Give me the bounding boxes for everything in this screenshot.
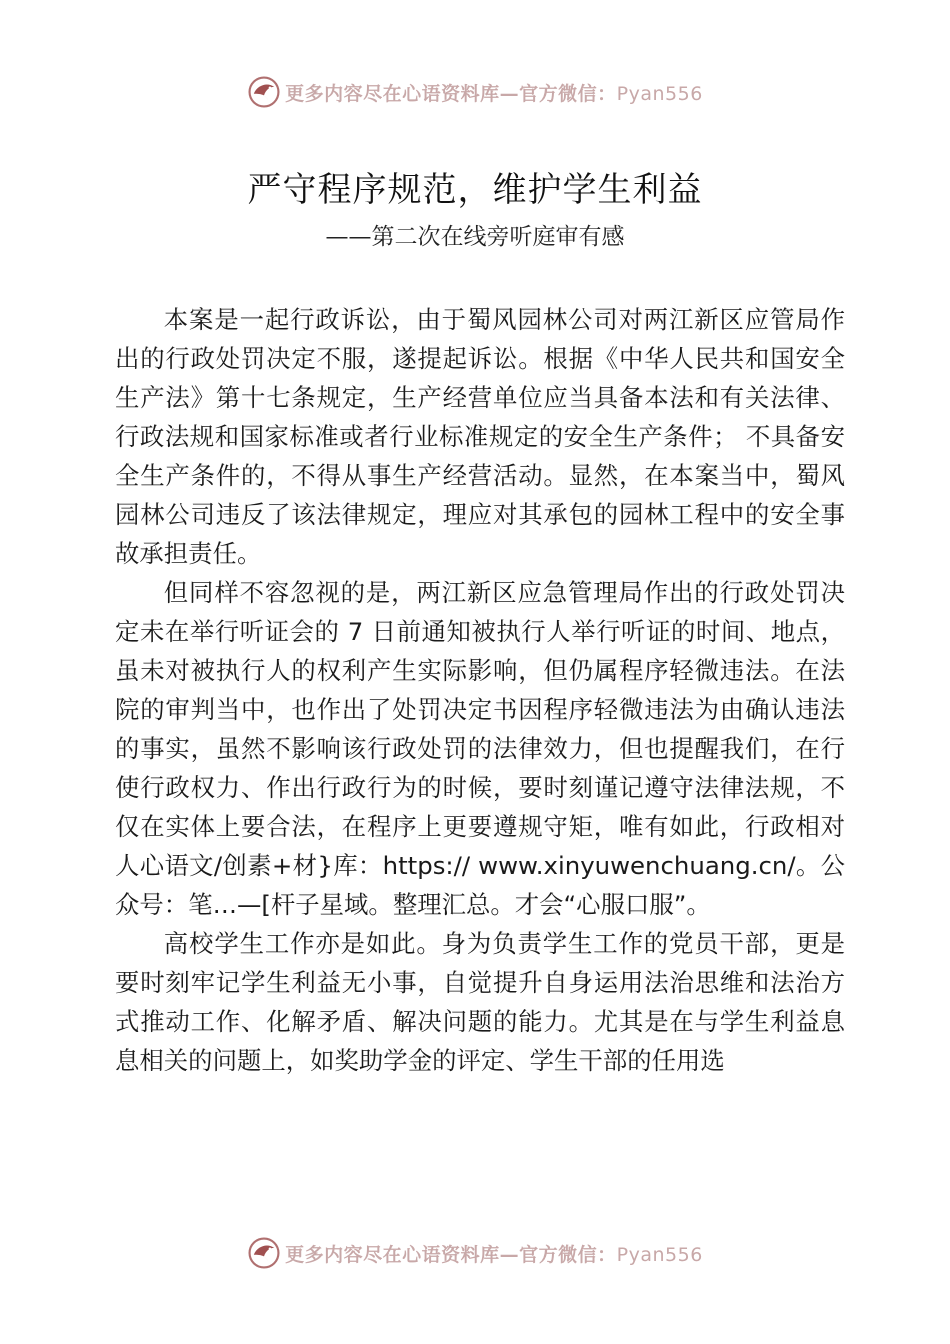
watermark-banner-bottom (0, 1233, 950, 1273)
watermark-text (285, 1240, 703, 1267)
paragraph-2: 但同样不容忽视的是，两江新区应急管理局作出的行政处罚决定未在举行听证会的 7 日前通知被执行人举行听证的时间、地点，虽未对被执行人的权利产生实际影响，但仍属程序轻微违法。在法院的审判当中，也作出了处罚决定书因程序轻微违法为由确认违法的事实，虽然不影响该行政处罚的法律效力，但也提醒我们，在行使行政权力、作出行政行为的时候，要时刻谨记遵守法律法规，不仅在实体上要合法，在程序上更要遵规守矩，唯有如此，行政相对人心语文/创素+材}库：https:// www.xinyuwenchuang.cn/。公众号：笔…—[杆子星域。整理汇总。才会“心服口服”。 (115, 578, 845, 919)
watermark-wechat-id: Pyan556 (616, 82, 703, 105)
watermark-slogan: 更多内容尽在心语资料库—官方微信： (285, 1243, 617, 1266)
sparrow-logo-icon (247, 75, 281, 109)
page-subtitle: ——第二次在线旁听庭审有感 (325, 224, 625, 250)
sparrow-logo-icon (247, 1236, 281, 1270)
watermark-wechat-id: Pyan556 (616, 1243, 703, 1266)
page-title: 严守程序规范，维护学生利益 (247, 170, 703, 210)
paragraph-1: 本案是一起行政诉讼，由于蜀风园林公司对两江新区应管局作出的行政处罚决定不服，遂提起诉讼。根据《中华人民共和国安全生产法》第十七条规定，生产经营单位应当具备本法和有关法律、行政法规和国家标准或者行业标准规定的安全生产条件； 不具备安全生产条件的，不得从事生产经营活动。显然，在本案当中，蜀风园林公司违反了该法律规定，理应对其承包的园林工程中的安全事故承担责任。 (115, 305, 845, 568)
watermark-text (285, 79, 703, 106)
watermark-slogan: 更多内容尽在心语资料库—官方微信： (285, 82, 617, 105)
watermark-banner-top (0, 72, 950, 112)
document-body (115, 300, 845, 1080)
paragraph-3: 高校学生工作亦是如此。身为负责学生工作的党员干部，更是要时刻牢记学生利益无小事，自觉提升自身运用法治思维和法治方式推动工作、化解矛盾、解决问题的能力。尤其是在与学生利益息息相关的问题上，如奖助学金的评定、学生干部的任用选 (115, 929, 845, 1075)
